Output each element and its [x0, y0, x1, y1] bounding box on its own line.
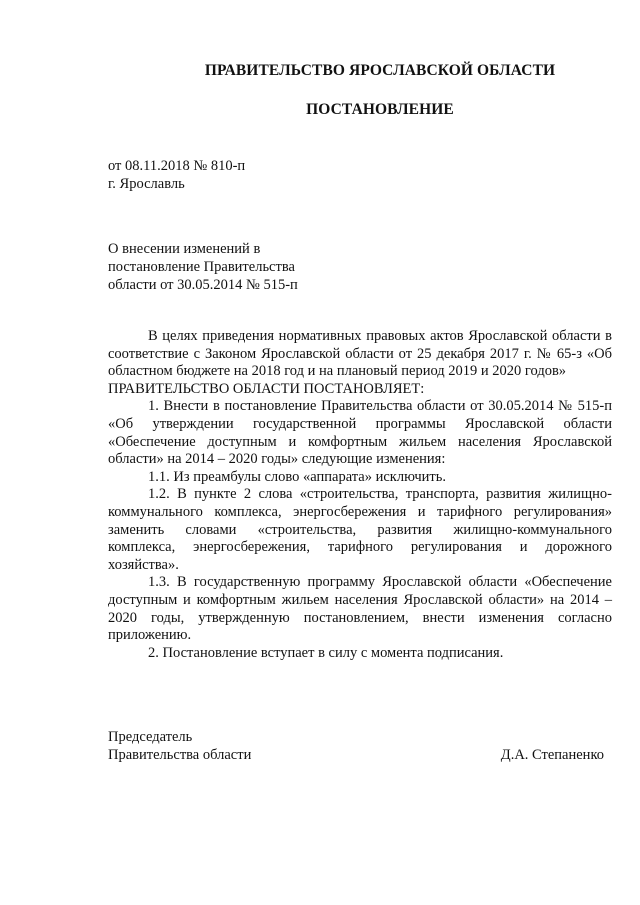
- item-1-paragraph: 1. Внести в постановление Правительства области от 30.05.2014 № 515-п «Об утверждении государственной программы Ярославской области «Обеспечение доступным и комфортным жильем населения Ярославской области» на 2014 – 2020 годы» следующие изменения:: [108, 398, 612, 468]
- subject-line: О внесении изменений в: [108, 241, 261, 257]
- preamble-paragraph: В целях приведения нормативных правовых актов Ярославской области в соответствие с Законом Ярославской области от 25 декабря 2017 г. № 65-з «Об областном бюджете на 2018 год и на плановый период 2019 и 2020 годов»: [108, 328, 612, 380]
- item-2-paragraph: 2. Постановление вступает в силу с момента подписания.: [148, 644, 504, 661]
- resolves-heading: ПРАВИТЕЛЬСТВО ОБЛАСТИ ПОСТАНОВЛЯЕТ:: [108, 380, 425, 397]
- document-body: [108, 328, 612, 662]
- item-1-3-paragraph: 1.3. В государственную программу Ярославской области «Обеспечение доступным и комфортным жильем населения Ярославской области» на 2014 – 2020 годы, утвержденную постановлением, внести изменения согласно приложению.: [108, 574, 612, 644]
- signature-row: [108, 746, 612, 764]
- signer-position-line2: Правительства области: [108, 747, 252, 763]
- signature-block: [108, 728, 612, 764]
- subject-line: области от 30.05.2014 № 515-п: [108, 277, 298, 293]
- document-subject: [108, 240, 368, 294]
- government-title: ПРАВИТЕЛЬСТВО ЯРОСЛАВСКОЙ ОБЛАСТИ: [204, 62, 556, 79]
- signer-position-line1: Председатель: [108, 729, 193, 745]
- document-meta: [108, 157, 245, 193]
- date-number: от 08.11.2018 № 810-п: [108, 158, 246, 174]
- subject-line: постановление Правительства: [108, 259, 295, 275]
- document-type-title: ПОСТАНОВЛЕНИЕ: [306, 101, 454, 118]
- item-1-2-paragraph: 1.2. В пункте 2 слова «строительства, транспорта, развития жилищно-коммунального комплекса, энергосбережения и тарифного регулирования» заменить словами «строительства, развития жилищно-коммунального комплекса, энергосбережения, тарифного регулирования и дорожного хозяйства».: [108, 486, 612, 573]
- city: г. Ярославль: [108, 176, 185, 192]
- signer-name: Д.А. Степаненко: [500, 747, 604, 763]
- item-1-1-paragraph: 1.1. Из преамбулы слово «аппарата» исключить.: [148, 468, 446, 485]
